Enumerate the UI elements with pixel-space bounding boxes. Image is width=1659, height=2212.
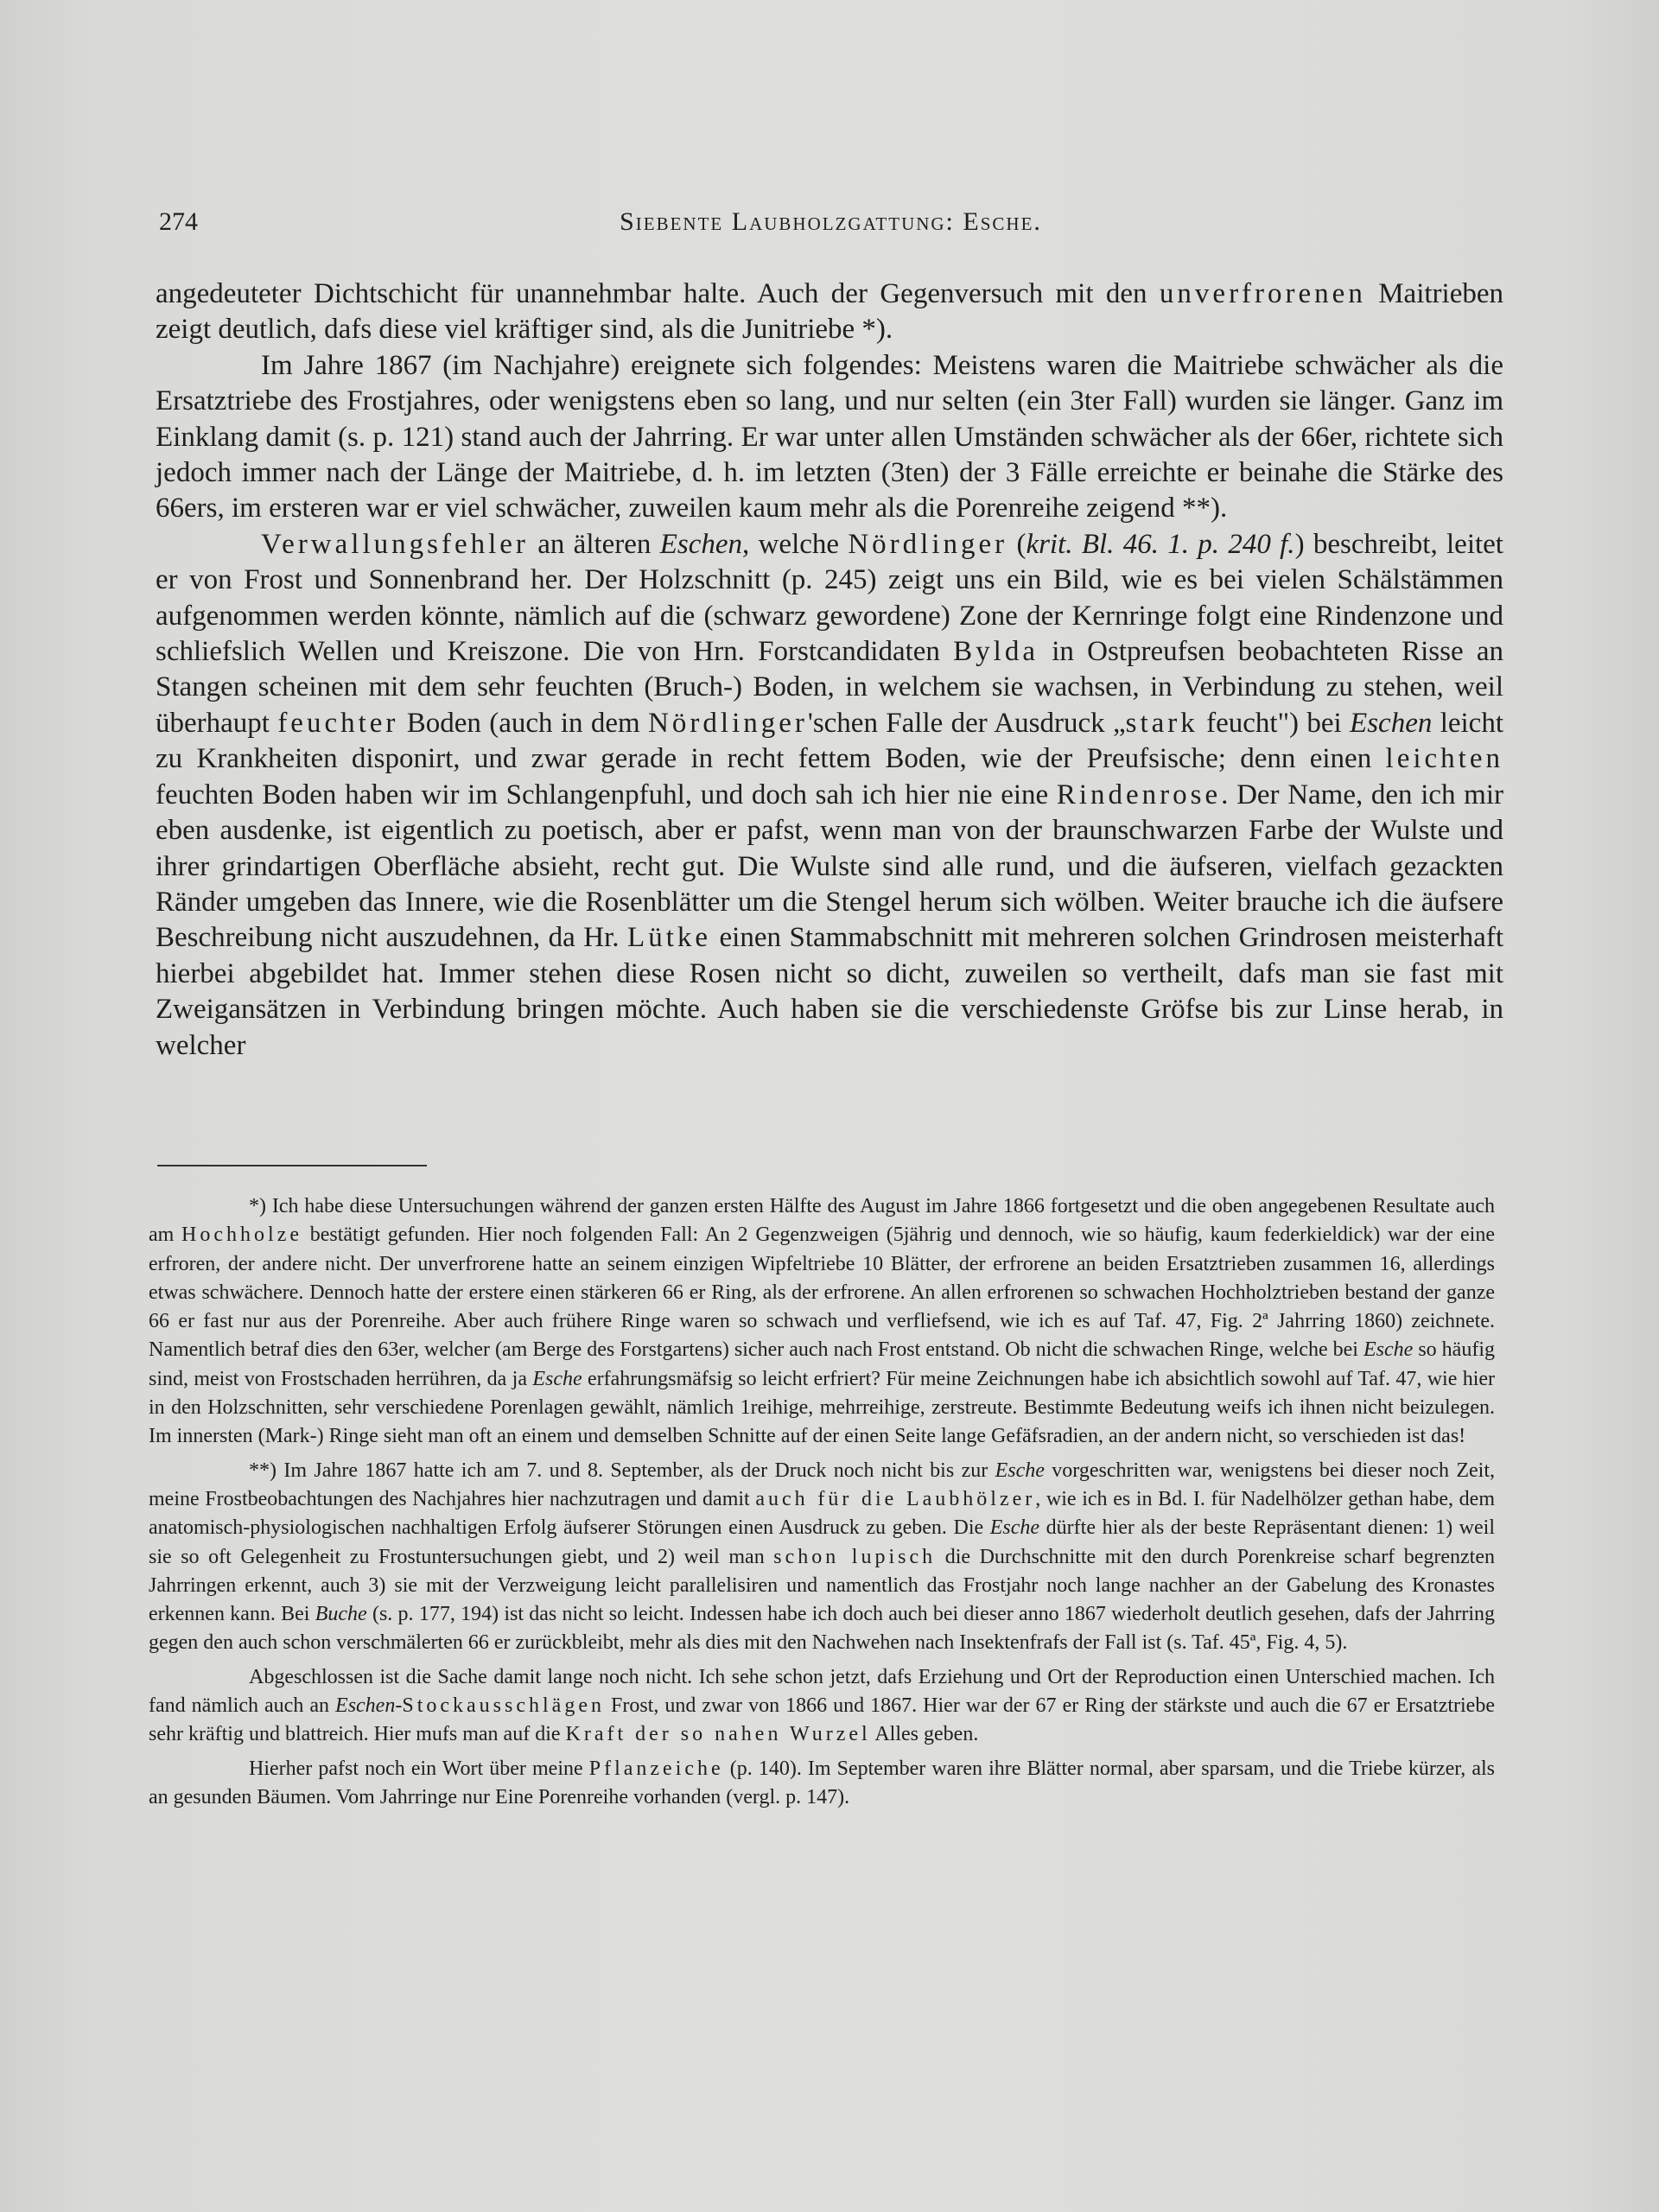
text-run: an älteren: [528, 528, 660, 560]
footnote-paragraph: [149, 1755, 1495, 1813]
text-run: , welche: [742, 528, 849, 560]
italic-emphasis: Eschen: [335, 1694, 396, 1718]
spaced-emphasis: Nördlinger: [648, 707, 808, 739]
text-run: *) Ich habe diese Untersuchungen während der ganzen ersten Hälfte des August im Jahre 1866 fortgesetzt und die oben angegebenen Resultate auch am: [149, 1195, 1495, 1247]
text-run: erfahrungsmäfsig so leicht erfriert? Für meine Zeichnungen habe ich absichtlich sowohl auf Taf. 47, wie hier in den Holzschnitten, sehr verschiedene Porenlagen gewählt, nämlich 1reihige, mehrreihige, zerstreute. Bestimmte Bedeutung weifs ich ihnen nicht beizulegen. Im innersten (Mark-) Ringe sieht man oft an einem und demselben Schnitte auf der einen Seite lange Gefäfsradien, an der andern nicht, so verschieden ist das!: [149, 1367, 1496, 1448]
page-header: [159, 207, 1503, 245]
spaced-emphasis: schon lupisch: [773, 1545, 937, 1568]
italic-emphasis: Eschen: [1350, 707, 1433, 739]
spaced-emphasis: stark: [1125, 707, 1198, 739]
italic-emphasis: Esche: [995, 1459, 1045, 1482]
running-title: Siebente Laubholzgattung: Esche.: [620, 207, 1042, 236]
italic-emphasis: Esche: [989, 1516, 1040, 1540]
italic-emphasis: Esche: [1363, 1338, 1414, 1362]
spaced-emphasis: Rindenrose: [1056, 779, 1222, 810]
italic-emphasis: krit. Bl. 46. 1. p. 240 f.: [1026, 528, 1295, 560]
text-run: **) Im Jahre 1867 hatte ich am 7. und 8. September, als der Druck noch nicht bis zur: [249, 1459, 995, 1482]
spaced-emphasis: feuchter: [277, 707, 399, 739]
paragraph: [156, 276, 1503, 348]
text-run: Alles geben.: [870, 1723, 979, 1746]
text-run: ) beschreibt, leitet er von Frost und Sonnenbrand her. Der Holzschnitt (p. 245) zeigt uns ein Bild, wie es bei vielen Schälstämmen aufgenommen werden könnte, nämlich auf die (schwarz gewordene) Zone der Kernringe folgt eine Rindenzone und schliefslich Wellen und Kreiszone. Die von Hrn. Forstcandidaten: [156, 528, 1503, 668]
spaced-emphasis: unverfrorenen: [1159, 278, 1366, 309]
text-run: Maitrieben zeigt deutlich, dafs diese viel kräftiger sind, als die Junitriebe *).: [156, 278, 1503, 346]
text-run: so häufig sind, meist von Frostschaden herrühren, da ja: [149, 1338, 1495, 1390]
main-text: [156, 276, 1503, 1064]
text-run: Boden (auch in dem: [398, 707, 649, 739]
text-run: feucht") bei: [1198, 707, 1351, 739]
text-run: Frost, und zwar von 1866 und 1867. Hier war der 67 er Ring der stärkste und auch die 67 er Ersatztriebe sehr kräftig und blattreich. Hier mufs man auf die: [149, 1694, 1495, 1746]
spaced-emphasis: Hochholze: [181, 1224, 303, 1247]
text-run: vorgeschritten war, wenigstens bei dieser noch Zeit, meine Frostbeobachtungen des Nachjahres hier nachzutragen und damit: [149, 1459, 1495, 1510]
footnotes: [149, 1192, 1495, 1812]
footnote-separator: [157, 1165, 427, 1166]
text-run: Abgeschlossen ist die Sache damit lange noch nicht. Ich sehe schon jetzt, dafs Erziehung und Ort der Reproduction einen Unterschied machen. Ich fand nämlich auch an: [149, 1665, 1495, 1718]
text-run: Im Jahre 1867 (im Nachjahre) ereignete sich folgendes: Meistens waren die Maitriebe schwächer als die Ersatztriebe des Frostjahres, oder wenigstens eben so lang, und nur selten (ein 3ter Fall) wurden sie länger. Ganz im Einklang damit (s. p. 121) stand auch der Jahrring. Er war unter allen Umständen schwächer als der 66er, richtete sich jedoch immer nach der Länge der Maitriebe, d. h. im letzten (3ten) der 3 Fälle erreichte er beinahe die Stärke des 66ers, im ersteren war er viel schwächer, zuweilen kaum mehr als die Porenreihe zeigend **).: [156, 349, 1503, 524]
text-run: in Ostpreufsen beobachteten Risse an Stangen scheinen mit dem sehr feuchten (Bruch-) Boden, in welchem sie wachsen, in Verbindung zu stehen, weil überhaupt: [156, 636, 1503, 739]
text-run: die Durchschnitte mit den durch Porenkreise scharf begrenzten Jahrringen erkennt, auch 3) sie mit der Verzweigung leicht parallelisiren und namentlich das Frostjahr noch lange nachher an der Gabelung des Kronastes erkennen kann. Bei: [149, 1545, 1495, 1626]
spaced-emphasis: leichten: [1385, 743, 1503, 775]
italic-emphasis: Esche: [532, 1367, 582, 1390]
spaced-emphasis: Lütke: [627, 922, 712, 954]
text-run: . Der Name, den ich mir eben ausdenke, ist eigentlich zu poetisch, aber er pafst, wenn man von der braunschwarzen Farbe der Wulste und ihrer grindartigen Oberfläche absieht, recht gut. Die Wulste sind alle rund, und die äufseren, vielfach gezackten Ränder umgeben das Innere, wie die Rosenblätter um die Stengel herum sich wölben. Weiter brauche ich die äufsere Beschreibung nicht auszudehnen, da Hr.: [156, 779, 1503, 954]
text-run: (p. 140). Im September waren ihre Blätter normal, aber sparsam, und die Triebe kürzer, als an gesunden Bäumen. Vom Jahrringe nur Eine Porenreihe vorhanden (vergl. p. 147).: [149, 1757, 1496, 1808]
italic-emphasis: Buche: [315, 1603, 367, 1626]
text-run: -: [395, 1694, 403, 1718]
spaced-emphasis: Stockausschlägen: [402, 1694, 605, 1718]
spaced-emphasis: Bylda: [953, 636, 1039, 668]
spaced-emphasis: Verwallungsfehler: [261, 528, 529, 560]
text-run: (s. p. 177, 194) ist das nicht so leicht. Indessen habe ich doch auch bei dieser anno 1867 wiederholt deutlich gesehen, dafs der Jahrring gegen den auch schon verschmälerten 66 er zurückbleibt, mehr als dies mit den Nachwehen nach Insektenfrafs der Fall ist (s. Taf. 45ª, Fig. 4, 5).: [149, 1603, 1495, 1655]
text-run: Hierher pafst noch ein Wort über meine: [249, 1757, 589, 1780]
spaced-emphasis: Nördlinger: [848, 528, 1008, 560]
page-number: 274: [159, 207, 198, 236]
footnote-paragraph: [149, 1192, 1495, 1452]
paragraph: [156, 348, 1503, 527]
footnote-paragraph: [149, 1663, 1495, 1750]
spaced-emphasis: Pflanzeiche: [588, 1757, 724, 1780]
paragraph: [156, 527, 1503, 1064]
text-run: feuchten Boden haben wir im Schlangenpfuhl, und doch sah ich hier nie eine: [156, 779, 1057, 810]
text-run: (: [1007, 528, 1027, 560]
text-run: bestätigt gefunden. Hier noch folgenden Fall: An 2 Gegenzweigen (5jährig und dennoch, wie so häufig, kaum federkieldick) war der eine erfroren, der andere nicht. Der unverfrorene hatte an seinem einzigen Wipfeltriebe 10 Blätter, der erfrorene an beiden Ersatztrieben zusammen 16, allerdings etwas schwächere. Dennoch hatte der erstere einen stärkeren 66 er Ring, als der erfrorene. An allen erfrorenen so schwachen Hochholztrieben bestand der ganze 66 er fast nur aus der Porenreihe. Aber auch frühere Ringe waren so schwach und verfliefsend, wie ich es auf Taf. 47, Fig. 2ª Jahrring 1860) zeichnete. Namentlich betraf dies den 63er, welcher (am Berge des Forstgartens) sicher auch nach Frost entstand. Ob nicht die schwachen Ringe, welche bei: [149, 1224, 1495, 1362]
text-run: dürfte hier als der beste Repräsentant dienen: 1) weil sie so oft Gelegenheit zu Frostuntersuchungen giebt, und 2) weil man: [149, 1516, 1495, 1568]
spaced-emphasis: Kraft der so nahen Wurzel: [565, 1723, 871, 1746]
text-run: angedeuteter Dichtschicht für unannehmbar halte. Auch der Gegenversuch mit den: [156, 278, 1160, 309]
text-run: leicht zu Krankheiten disponirt, und zwar gerade in recht fettem Boden, wie der Preufsische; denn einen: [156, 707, 1503, 775]
italic-emphasis: Eschen: [659, 528, 743, 560]
footnote-paragraph: [149, 1457, 1495, 1658]
text-run: einen Stammabschnitt mit mehreren solchen Grindrosen meisterhaft hierbei abgebildet hat. Immer stehen diese Rosen nicht so dicht, zuweilen so vertheilt, dafs man sie fast mit Zweigansätzen in Verbindung bringen möchte. Auch haben sie die verschiedenste Gröfse bis zur Linse herab, in welcher: [156, 922, 1503, 1061]
text-run: 'schen Falle der Ausdruck „: [807, 707, 1126, 739]
spaced-emphasis: auch für die Laubhölzer: [755, 1487, 1036, 1510]
text-run: , wie ich es in Bd. I. für Nadelhölzer gethan habe, dem anatomisch-physiologischen nachhaltigen Erfolg äufserer Störungen einen Ausdruck zu geben. Die: [149, 1487, 1496, 1540]
